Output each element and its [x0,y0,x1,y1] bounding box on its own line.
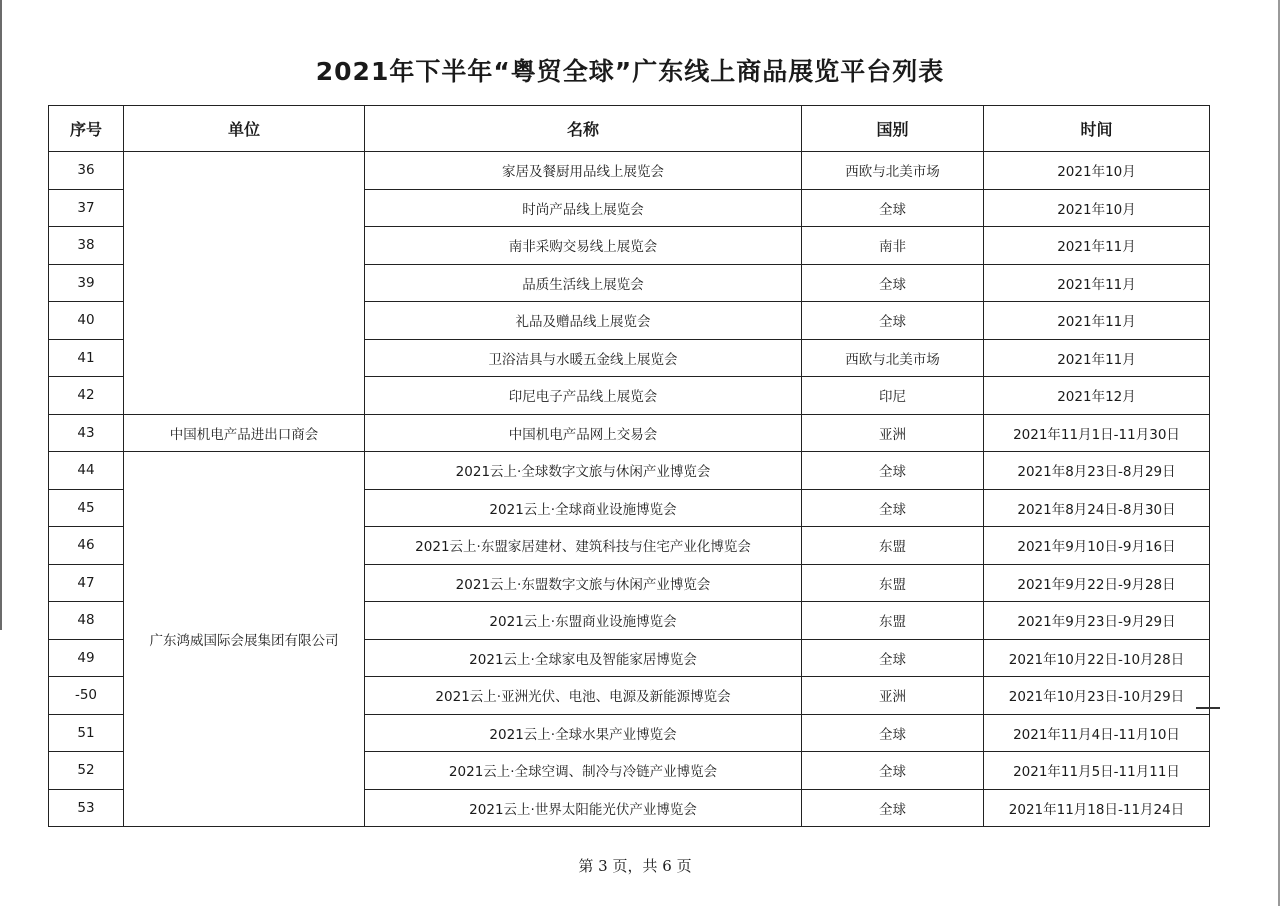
cell-no: 37 [49,189,124,227]
cell-no: 51 [49,714,124,752]
header-no: 序号 [49,106,124,152]
cell-no: 38 [49,227,124,265]
cell-name: 家居及餐厨用品线上展览会 [365,152,802,190]
header-time: 时间 [984,106,1210,152]
cell-no: 47 [49,564,124,602]
cell-no: 40 [49,302,124,340]
cell-time: 2021年10月 [984,152,1210,190]
table-row [49,452,1210,490]
cell-name: 2021云上·世界太阳能光伏产业博览会 [365,789,802,827]
cell-no: 43 [49,414,124,452]
cell-country: 亚洲 [802,677,984,715]
header-country: 国别 [802,106,984,152]
cell-name: 2021云上·全球数字文旅与休闲产业博览会 [365,452,802,490]
cell-country: 全球 [802,789,984,827]
cell-country: 全球 [802,264,984,302]
cell-time: 2021年11月 [984,302,1210,340]
cell-time: 2021年8月24日-8月30日 [984,489,1210,527]
cell-unit: 广东鸿威国际会展集团有限公司 [124,452,365,827]
cell-time: 2021年10月23日-10月29日 [984,677,1210,715]
cell-country: 全球 [802,302,984,340]
cell-no: 41 [49,339,124,377]
cell-country: 全球 [802,452,984,490]
cell-country: 东盟 [802,564,984,602]
cell-country: 东盟 [802,527,984,565]
cell-name: 品质生活线上展览会 [365,264,802,302]
exhibition-table [48,105,1210,827]
cell-unit: 中国机电产品进出口商会 [124,414,365,452]
cell-name: 2021云上·全球商业设施博览会 [365,489,802,527]
cell-no: 45 [49,489,124,527]
cell-country: 西欧与北美市场 [802,152,984,190]
cell-country: 全球 [802,639,984,677]
cell-no: 39 [49,264,124,302]
cell-name: 南非采购交易线上展览会 [365,227,802,265]
cell-time: 2021年11月4日-11月10日 [984,714,1210,752]
cell-no: 52 [49,752,124,790]
table-header-row [49,106,1210,152]
cell-time: 2021年9月23日-9月29日 [984,602,1210,640]
cell-time: 2021年10月22日-10月28日 [984,639,1210,677]
cell-time: 2021年11月1日-11月30日 [984,414,1210,452]
page-title: 2021年下半年“粤贸全球”广东线上商品展览平台列表 [315,57,945,86]
cell-no: 44 [49,452,124,490]
cell-name: 礼品及赠品线上展览会 [365,302,802,340]
cell-country: 东盟 [802,602,984,640]
table-row [49,152,1210,190]
cell-name: 卫浴洁具与水暖五金线上展览会 [365,339,802,377]
cell-time: 2021年12月 [984,377,1210,415]
cell-country: 西欧与北美市场 [802,339,984,377]
cell-name: 2021云上·全球水果产业博览会 [365,714,802,752]
cell-unit [124,152,365,415]
cell-name: 时尚产品线上展览会 [365,189,802,227]
table-row [49,414,1210,452]
cell-time: 2021年8月23日-8月29日 [984,452,1210,490]
cell-no: 53 [49,789,124,827]
cell-time: 2021年9月22日-9月28日 [984,564,1210,602]
cell-time: 2021年11月 [984,264,1210,302]
cell-name: 印尼电子产品线上展览会 [365,377,802,415]
cell-no: 49 [49,639,124,677]
header-name: 名称 [365,106,802,152]
cell-name: 2021云上·东盟商业设施博览会 [365,602,802,640]
cell-country: 全球 [802,752,984,790]
pen-mark [1196,707,1220,709]
cell-no: 46 [49,527,124,565]
cell-no: -50 [49,677,124,715]
cell-name: 2021云上·亚洲光伏、电池、电源及新能源博览会 [365,677,802,715]
cell-country: 全球 [802,714,984,752]
cell-time: 2021年11月5日-11月11日 [984,752,1210,790]
cell-country: 全球 [802,189,984,227]
cell-time: 2021年11月 [984,339,1210,377]
cell-name: 中国机电产品网上交易会 [365,414,802,452]
cell-time: 2021年9月10日-9月16日 [984,527,1210,565]
scan-edge-left [0,0,2,630]
cell-name: 2021云上·东盟家居建材、建筑科技与住宅产业化博览会 [365,527,802,565]
cell-country: 亚洲 [802,414,984,452]
cell-no: 36 [49,152,124,190]
cell-name: 2021云上·全球家电及智能家居博览会 [365,639,802,677]
cell-time: 2021年11月18日-11月24日 [984,789,1210,827]
cell-country: 印尼 [802,377,984,415]
cell-country: 全球 [802,489,984,527]
cell-time: 2021年10月 [984,189,1210,227]
cell-no: 42 [49,377,124,415]
cell-name: 2021云上·全球空调、制冷与冷链产业博览会 [365,752,802,790]
page-number: 第 3 页，共 6 页 [578,857,692,875]
cell-country: 南非 [802,227,984,265]
header-unit: 单位 [124,106,365,152]
cell-time: 2021年11月 [984,227,1210,265]
cell-no: 48 [49,602,124,640]
cell-name: 2021云上·东盟数字文旅与休闲产业博览会 [365,564,802,602]
